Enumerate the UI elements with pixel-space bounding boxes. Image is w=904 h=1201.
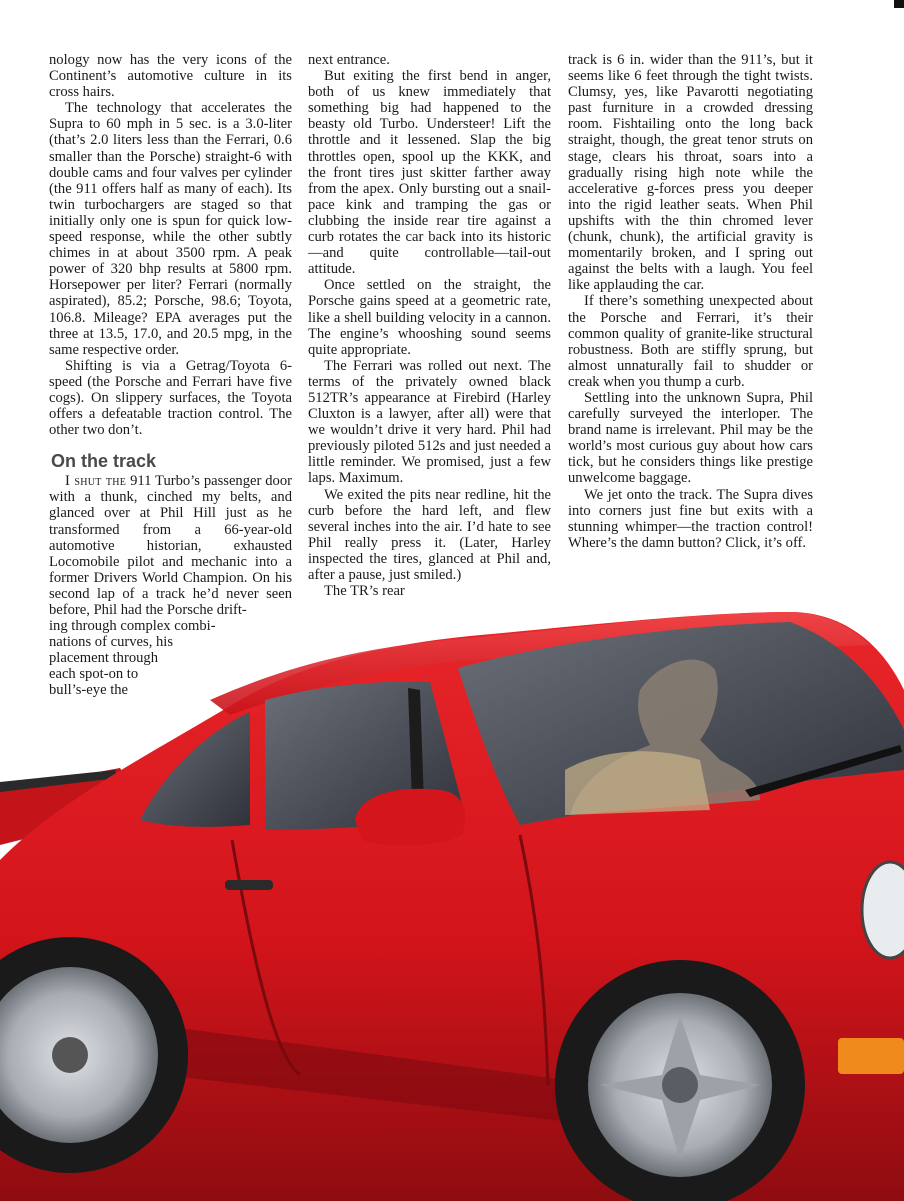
- headlight: [862, 862, 904, 958]
- paragraph: The TR’s rear: [324, 583, 405, 600]
- paragraph: The Ferrari was rolled out next. The terms of the privately owned black 512TR’s appearance at Firebird (Harley Cluxton is a lawyer, after all) were that we wouldn’t drive it very hard. Phil had previously piloted 512s and just needed a little reminder. We promised, just a few laps. Maximum.: [308, 357, 551, 487]
- paragraph: If there’s something unexpected about the Porsche and Ferrari, it’s their common quality of granite-like structural robustness. Both are stiffly sprung, but almost unnaturally fail to shudder or creak when you thump a curb.: [568, 293, 813, 390]
- paragraph: nology now has the very icons of the Continent’s automotive culture in its cross hairs.: [49, 52, 292, 101]
- front-hub: [662, 1067, 698, 1103]
- paragraph: But exiting the first bend in anger, both of us knew immediately that something big had happened to the beasty old Turbo. Understeer! Lift the throttle and it lessened. Slap the big throttles open, spool up the KKK, and the front tires just skitter farther away from the apex. Only bursting out a snail-pace kink and tramping the gas or clubbing the inside rear tire against a curb rotates the car back into its historic—and quite controllable—tail-out attitude.: [308, 68, 551, 278]
- paragraph: next entrance.: [308, 52, 390, 68]
- driver-shirt: [565, 751, 710, 815]
- paragraph-continued: placement through each spot-on to bull’s-eye the: [49, 650, 159, 699]
- paragraph: Shifting is via a Getrag/Toyota 6-speed (the Porsche and Ferrari have five cogs). On slippery surfaces, the Toyota offers a defeatable traction control. The other two don’t.: [49, 357, 292, 439]
- porsche-911-photo: [0, 560, 904, 1201]
- paragraph-continued: nations of curves, his: [49, 634, 174, 651]
- paragraph-continued: ing through complex combi-: [49, 618, 216, 635]
- text-column-2: [308, 52, 551, 599]
- section-subhead: On the track: [51, 451, 157, 472]
- turn-signal: [838, 1038, 904, 1074]
- paragraph: We jet onto the track. The Supra dives into corners just fine but exits with a stunning whimper—the traction control! Where’s the damn button? Click, it’s off.: [568, 486, 813, 551]
- paragraph-text: 911 Turbo’s passenger door with a thunk, cinched my belts, and glanced over at Phil Hill just as he transformed from a 66-year-old automotive historian, exhausted Locomobile pilot and mechanic into a former Drivers World Champion. On his second lap of a track he’d never seen before, Phil had the Porsche drift-: [49, 473, 292, 618]
- paragraph: Settling into the unknown Supra, Phil carefully surveyed the interloper. The brand name is irrelevant. Phil may be the world’s most curious guy about how cars tick, but he considers things like prestige unwelcome baggage.: [568, 389, 813, 487]
- paragraph: We exited the pits near redline, hit the curb before the hard left, and flew several inches into the air. I’d hate to see Phil really press it. (Later, Harley inspected the tires, glanced at Phil and, after a pause, just smiled.): [308, 486, 551, 583]
- paragraph: The technology that accelerates the Supra to 60 mph in 5 sec. is a 3.0-liter (that’s 2.0 liters less than the Ferrari, 0.6 smaller than the Porsche) straight-6 with double cams and four valves per cylinder (the 911 offers half as many of each). Its twin turbochargers are staged so that initially only one is spun for quick low-speed response, while the other subtly chimes in at about 3500 rpm. A peak power of 320 bhp results at 5800 rpm. Horsepower per liter? Ferrari (normally aspirated), 85.2; Porsche, 98.6; Toyota, 106.8. Mileage? EPA averages put the three at 13.5, 17.0, and 20.5 mpg, in the same respective order.: [49, 100, 292, 358]
- door-handle: [225, 880, 273, 890]
- paragraph: track is 6 in. wider than the 911’s, but it seems like 6 feet through the tight twists. Clumsy, yes, like Pavarotti negotiating past furniture in a crowded dressing room. Fishtailing onto the long back straight, though, the great tenor struts on stage, clears his throat, soars into a gradually rising high note while the accelerative g-forces press you deeper into the rigid leather seats. When Phil upshifts with the thin chromed lever (chunk, chunk), the artificial gravity is momentarily broken, and I spring out against the belts with a laugh. You feel like applauding the car.: [568, 52, 813, 294]
- paragraph: Once settled on the straight, the Porsche gains speed at a geometric rate, like a shell building velocity in a cannon. The engine’s whooshing sound seems quite appropriate.: [308, 277, 551, 358]
- corner-mark: [894, 0, 904, 8]
- rear-hub: [52, 1037, 88, 1073]
- text-column-3: [568, 52, 813, 551]
- lead-in: I shut the: [65, 473, 127, 490]
